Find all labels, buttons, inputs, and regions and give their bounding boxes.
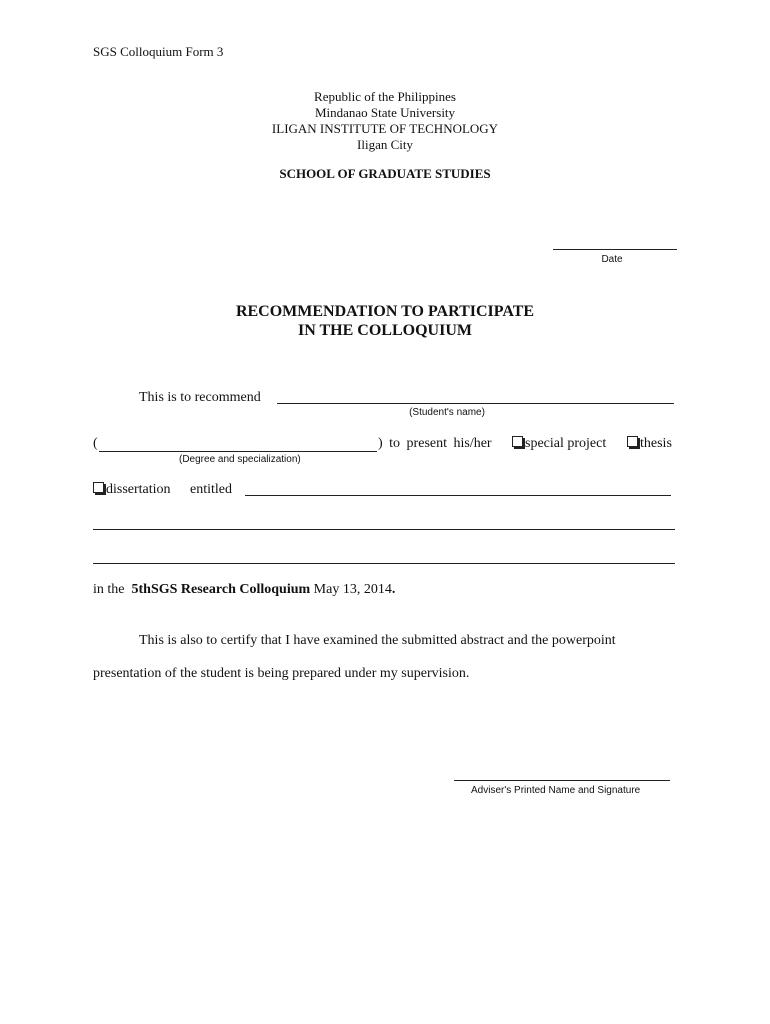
degree-close-char: ) — [378, 436, 383, 451]
student-name-field[interactable] — [277, 403, 674, 404]
student-name-caption: (Student's name) — [409, 407, 485, 418]
recommend-prefix: This is to recommend — [139, 390, 261, 405]
dissertation-label: dissertation — [106, 482, 171, 497]
title-field-line-3[interactable] — [93, 563, 675, 564]
special-project-option[interactable] — [512, 436, 606, 452]
date-field-line[interactable] — [553, 249, 677, 250]
thesis-label: thesis — [640, 436, 672, 451]
to-present-text: to present his/her — [389, 436, 492, 451]
special-project-label: special project — [525, 436, 607, 451]
institution-header — [0, 89, 770, 153]
degree-caption: (Degree and specialization) — [179, 454, 301, 465]
thesis-checkbox[interactable] — [627, 436, 638, 447]
header-city: Iligan City — [357, 137, 413, 152]
colloquium-period: . — [391, 582, 396, 597]
colloquium-line — [93, 582, 395, 598]
certify-line-2: presentation of the student is being prepared under my supervision. — [93, 666, 470, 681]
header-institute: ILIGAN INSTITUTE OF TECHNOLOGY — [271, 121, 499, 136]
colloquium-event: 5thSGS Research Colloquium — [131, 582, 311, 597]
school-name: SCHOOL OF GRADUATE STUDIES — [279, 166, 491, 181]
certify-line-1: This is also to certify that I have examined the submitted abstract and the powerpoint — [139, 633, 616, 648]
date-caption: Date — [601, 254, 623, 265]
dissertation-option[interactable] — [93, 482, 171, 498]
degree-field[interactable] — [99, 451, 377, 452]
entitled-label: entitled — [190, 482, 232, 497]
dissertation-checkbox[interactable] — [93, 482, 104, 493]
thesis-option[interactable] — [627, 436, 672, 452]
header-university: Mindanao State University — [314, 105, 456, 120]
header-country: Republic of the Philippines — [314, 89, 456, 104]
form-title — [0, 302, 770, 340]
title-field-line-1[interactable] — [245, 495, 671, 496]
adviser-signature-line[interactable] — [454, 780, 670, 781]
title-line-1: RECOMMENDATION TO PARTICIPATE — [235, 303, 535, 320]
title-field-line-2[interactable] — [93, 529, 675, 530]
form-label: SGS Colloquium Form 3 — [93, 44, 224, 59]
adviser-caption: Adviser's Printed Name and Signature — [471, 785, 641, 796]
special-project-checkbox[interactable] — [512, 436, 523, 447]
title-line-2: IN THE COLLOQUIUM — [298, 322, 472, 339]
colloquium-date: May 13, 2014 — [313, 582, 392, 597]
degree-open-paren: ( — [93, 436, 98, 451]
colloquium-prefix: in the — [93, 582, 125, 597]
degree-close-paren — [378, 436, 492, 452]
